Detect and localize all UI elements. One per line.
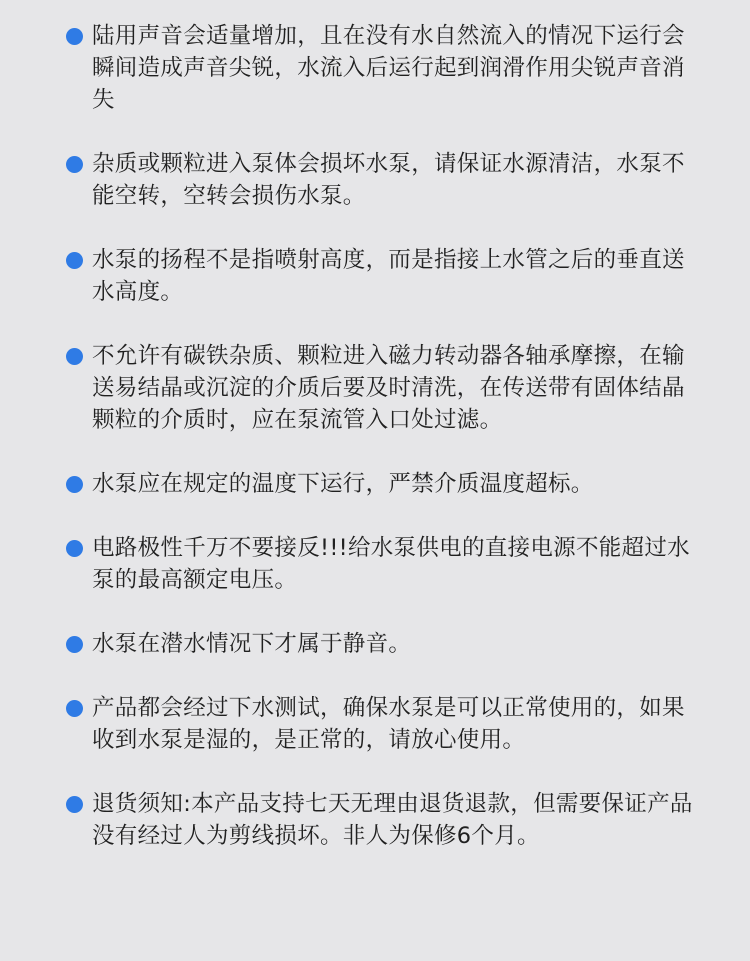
note-text: 水泵在潜水情况下才属于静音。: [92, 631, 412, 657]
bullet-dot-icon: [66, 700, 83, 717]
note-text: 产品都会经过下水测试，确保水泵是可以正常使用的，如果收到水泵是湿的，是正常的，请放心使用。: [92, 695, 685, 753]
note-item-temperature: [66, 468, 706, 500]
note-item-silent: [66, 628, 706, 660]
note-item-water-test: [66, 692, 706, 756]
note-item-return-policy: [66, 788, 706, 852]
note-item-polarity: [66, 532, 706, 596]
note-text: 退货须知:本产品支持七天无理由退货退款，但需要保证产品没有经过人为剪线损坏。非人为保修6个月。: [92, 791, 693, 849]
note-text: 水泵应在规定的温度下运行，严禁介质温度超标。: [92, 471, 594, 497]
note-item-clean-water: [66, 148, 706, 212]
note-item-startup-noise: [66, 20, 706, 116]
note-text: 水泵的扬程不是指喷射高度，而是指接上水管之后的垂直送水高度。: [92, 247, 685, 305]
note-text: 陆用声音会适量增加，且在没有水自然流入的情况下运行会瞬间造成声音尖锐，水流入后运行起到润滑作用尖锐声音消失: [92, 23, 685, 113]
note-item-head-height: [66, 244, 706, 308]
bullet-dot-icon: [66, 636, 83, 653]
bullet-dot-icon: [66, 540, 83, 557]
bullet-dot-icon: [66, 348, 83, 365]
bullet-dot-icon: [66, 156, 83, 173]
bullet-dot-icon: [66, 28, 83, 45]
bullet-dot-icon: [66, 796, 83, 813]
bullet-dot-icon: [66, 252, 83, 269]
note-text: 杂质或颗粒进入泵体会损坏水泵，请保证水源清洁，水泵不能空转，空转会损伤水泵。: [92, 151, 685, 209]
note-item-impurities: [66, 340, 706, 436]
bullet-dot-icon: [66, 476, 83, 493]
note-text: 电路极性千万不要接反!!!给水泵供电的直接电源不能超过水泵的最高额定电压。: [92, 535, 690, 593]
note-text: 不允许有碳铁杂质、颗粒进入磁力转动器各轴承摩擦，在输送易结晶或沉淀的介质后要及时清洗，在传送带有固体结晶颗粒的介质时，应在泵流管入口处过滤。: [92, 343, 685, 433]
